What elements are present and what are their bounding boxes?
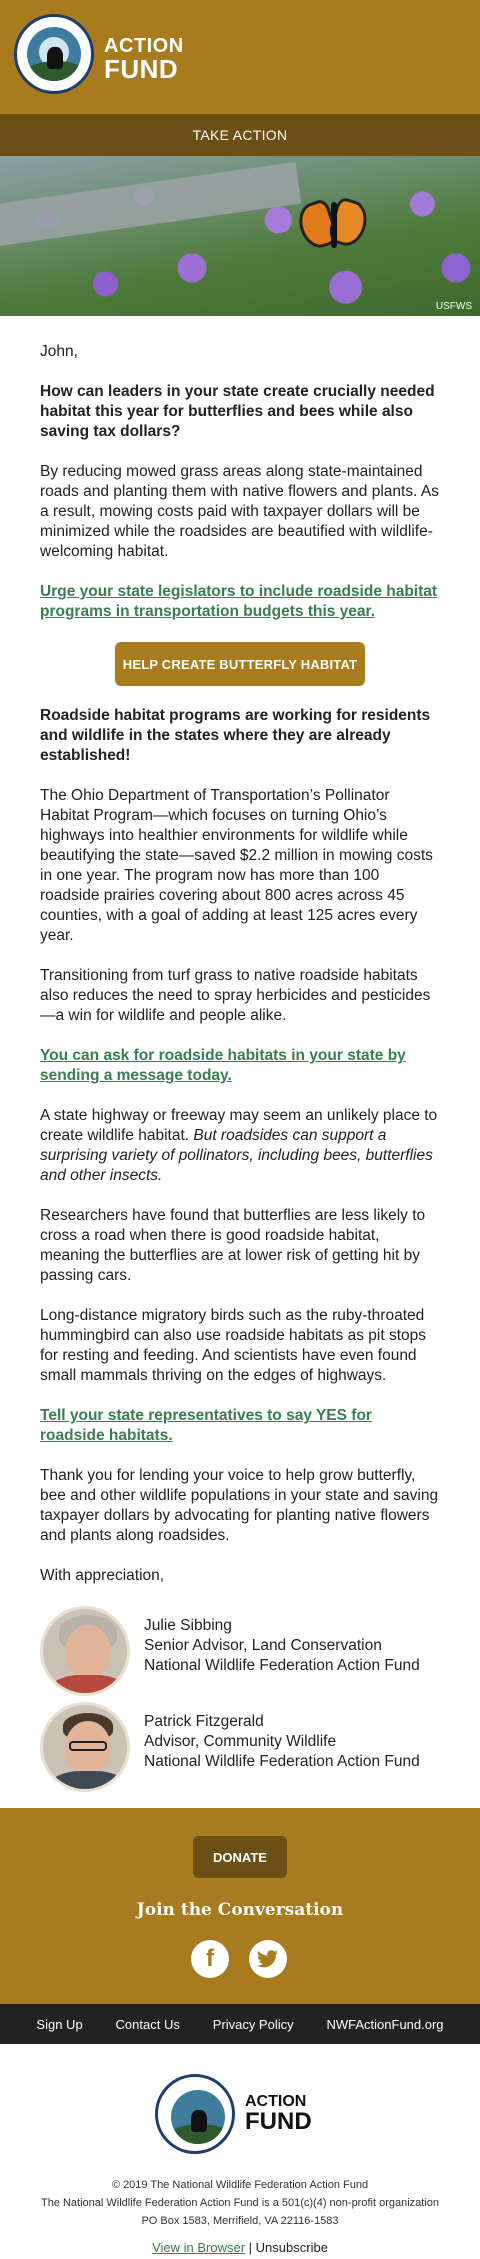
nav-privacy-policy[interactable]: Privacy Policy [212, 2016, 294, 2032]
signer-title: Senior Advisor, Land Conservation [144, 1637, 382, 1654]
paragraph-4-italic: But roadsides can support a surprising variety of pollinators, including bees, butterflies and other insects. [40, 1127, 433, 1184]
logo-fund-text: FUND [104, 54, 179, 84]
signer-title: Advisor, Community Wildlife [144, 1733, 337, 1750]
road-shape [0, 162, 301, 248]
greeting: John, [40, 343, 78, 360]
footer-nav [0, 2004, 480, 2044]
footer-links [0, 2240, 480, 2255]
help-create-habitat-button[interactable]: HELP CREATE BUTTERFLY HABITAT [115, 642, 365, 686]
subhead: Roadside habitat programs are working for residents and wildlife in the states where they are already established! [40, 707, 431, 764]
monarch-butterfly-image [300, 196, 370, 256]
org-statement: The National Wildlife Federation Action Fund is a 501(c)(4) non-profit organization [40, 2197, 440, 2209]
copyright: © 2019 The National Wildlife Federation Action Fund [111, 2179, 369, 2191]
header [0, 0, 480, 114]
footer-logo-fund-text: FUND [245, 2108, 312, 2135]
footer-logo[interactable] [155, 2074, 325, 2164]
signer-patrick [40, 1702, 440, 1792]
facebook-icon[interactable]: f [191, 1940, 229, 1978]
footer-logo-action-text: ACTION [245, 2093, 307, 2110]
paragraph-1: By reducing mowed grass areas along state-maintained roads and planting them with native flowers and plants. As a result, mowing costs paid with taxpayer dollars will be minimized while the roadsides are beautified with wildlife-welcoming habitat. [40, 463, 439, 560]
avatar [40, 1702, 130, 1792]
avatar [40, 1606, 130, 1696]
paragraph-4-plain: A state highway or freeway may seem an unlikely place to create wildlife habitat. [40, 1107, 438, 1144]
nwf-logo-emblem[interactable] [14, 14, 94, 94]
cta-wrap [40, 642, 440, 686]
signer-org: National Wildlife Federation Action Fund [144, 1753, 420, 1770]
signer-name: Julie Sibbing [144, 1617, 232, 1634]
take-action-link[interactable]: TAKE ACTION [192, 127, 288, 143]
link-separator: | [248, 2240, 253, 2255]
hero-image [0, 156, 480, 316]
paragraph-6: Long-distance migratory birds such as the ruby-throated hummingbird can also use roadside habitats as pit stops for resting and feeding. And scientists have even found small mammals thriving on the edges of highways. [40, 1307, 426, 1384]
closing: With appreciation, [40, 1567, 165, 1584]
tell-representatives-link[interactable]: Tell your state representatives to say YES for roadside habitats. [40, 1407, 372, 1444]
take-action-bar [0, 114, 480, 156]
lead-question: How can leaders in your state create crucially needed habitat this year for butterflies and bees while also saving tax dollars? [40, 383, 435, 440]
logo-wordmark[interactable] [104, 36, 184, 82]
paragraph-2: The Ohio Department of Transportation’s Pollinator Habitat Program—which focuses on turning Ohio’s highways into healthier environments for wildlife while beautifying the state—saved $2.2 million in mowing costs in one year. The program now has more than 100 roadside prairies covering about 800 acres across 45 counties, with a goal of adding at least 125 acres every year. [40, 787, 433, 944]
view-in-browser-link[interactable]: View in Browser [152, 2240, 246, 2255]
footer-gold-band [0, 1808, 480, 2004]
signer-text [144, 1606, 420, 1676]
logo-action-text: ACTION [104, 35, 184, 57]
paragraph-4 [40, 1106, 440, 1186]
footer-bottom [0, 2044, 480, 2255]
urge-legislators-link[interactable]: Urge your state legislators to include roadside habitat programs in transportation budgets this year. [40, 583, 438, 620]
signer-name: Patrick Fitzgerald [144, 1713, 264, 1730]
unsubscribe-link[interactable]: Unsubscribe [255, 2240, 328, 2255]
paragraph-7: Thank you for lending your voice to help grow butterfly, bee and other wildlife populations in your state and saving taxpayer dollars by advocating for planting native flowers and plants along roadsides. [40, 1467, 439, 1544]
signer-text [144, 1702, 420, 1772]
address: PO Box 1583, Merrifield, VA 22116-1583 [141, 2215, 339, 2227]
paragraph-3: Transitioning from turf grass to native roadside habitats also reduces the need to spray herbicides and pesticides—a win for wildlife and people alike. [40, 967, 431, 1024]
signer-julie [40, 1606, 440, 1696]
send-message-link[interactable]: You can ask for roadside habitats in your state by sending a message today. [40, 1047, 406, 1084]
email-body [0, 316, 480, 1792]
donate-button[interactable]: DONATE [193, 1836, 287, 1878]
nav-sign-up[interactable]: Sign Up [36, 2016, 83, 2032]
nav-contact-us[interactable]: Contact Us [115, 2016, 180, 2032]
twitter-icon[interactable] [249, 1940, 287, 1978]
nav-nwf-action-fund-site[interactable]: NWFActionFund.org [326, 2016, 444, 2032]
signer-org: National Wildlife Federation Action Fund [144, 1657, 420, 1674]
join-conversation-heading: Join the Conversation [136, 1900, 344, 1920]
paragraph-5: Researchers have found that butterflies are less likely to cross a road when there is good roadside habitat, meaning the butterflies are at lower risk of getting hit by passing cars. [40, 1207, 426, 1284]
photo-credit: USFWS [435, 301, 472, 312]
